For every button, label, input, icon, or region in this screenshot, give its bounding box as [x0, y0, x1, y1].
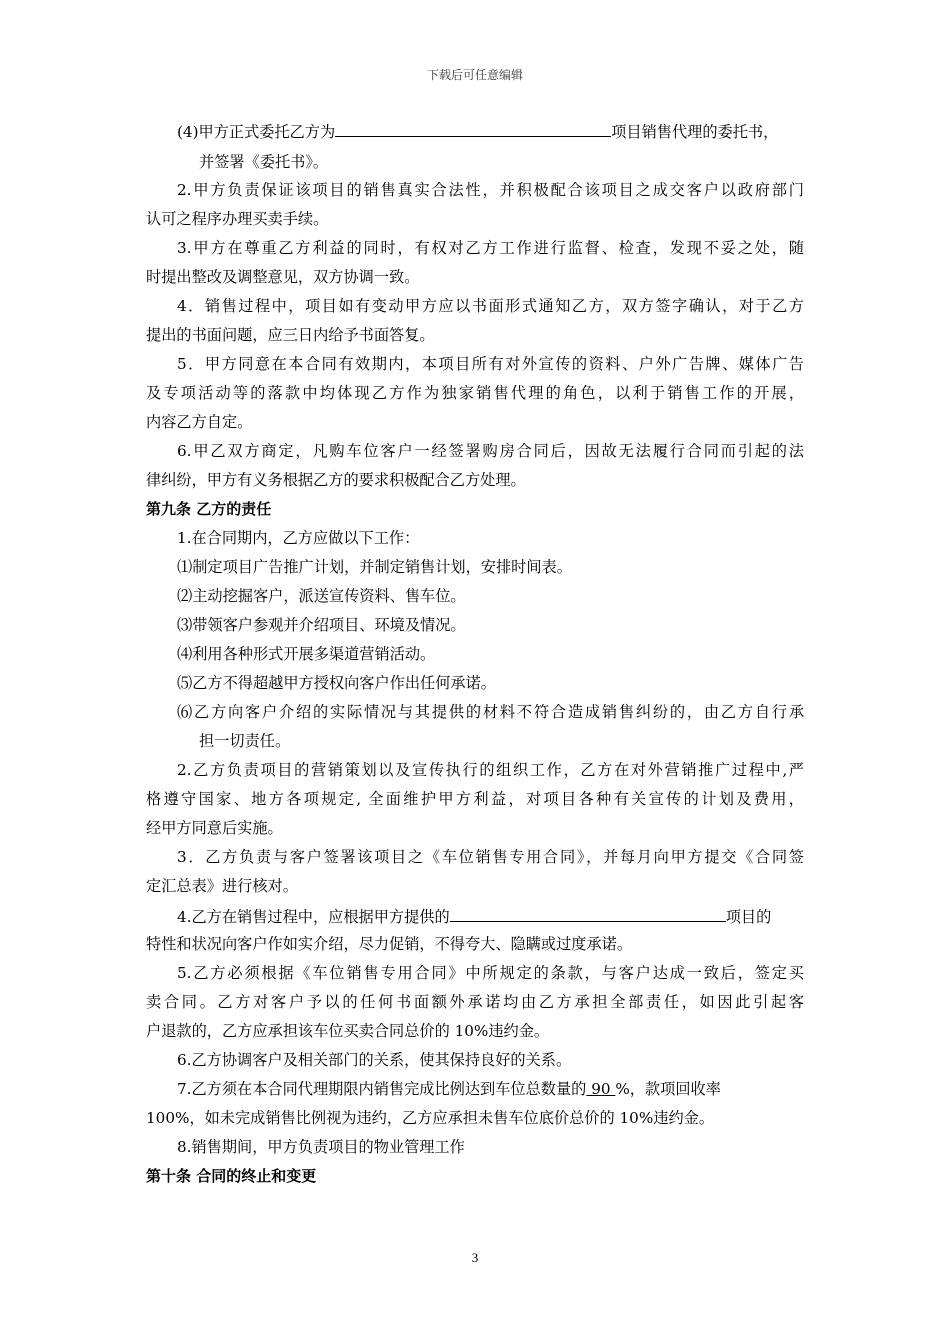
clause-a4b: 提出的书面问题，应三日内给予书面答复。: [146, 326, 435, 344]
clause-a5c: 内容乙方自定。: [146, 413, 253, 431]
clause-b6: 6.乙方协调客户及相关部门的关系，使其保持良好的关系。: [177, 1051, 572, 1069]
blank-field: [450, 905, 726, 922]
page-header: 下载后可任意编辑: [426, 68, 523, 82]
clause-a6b: 律纠纷，甲方有义务根据乙方的要求积极配合乙方处理。: [146, 471, 526, 489]
clause-a2a: 2.甲方负责保证该项目的销售真实合法性，并积极配合该项目之成交客户以政府部门: [177, 181, 804, 199]
clause-a3a: 3.甲方在尊重乙方利益的同时，有权对乙方工作进行监督、检查，发现不妥之处，随: [177, 239, 804, 257]
clause-b4b: 特性和状况向客户作如实介绍，尽力促销，不得夸大、隐瞒或过度承诺。: [146, 935, 632, 953]
clause-a1-pre: (4)甲方正式委托乙方为: [177, 123, 336, 141]
clause-b7: [177, 1079, 721, 1099]
clause-b7b: 100%，如未完成销售比例视为违约，乙方应承担未售车位底价总价的 10%违约金。: [146, 1109, 715, 1127]
clause-a1-post: 项目销售代理的委托书，: [611, 123, 779, 141]
clause-b7-pre: 7.乙方须在本合同代理期限内销售完成比例达到车位总数量的: [177, 1080, 587, 1098]
completion-ratio-value: 90: [586, 1080, 616, 1098]
clause-a4a: 4．销售过程中，项目如有变动甲方应以书面形式通知乙方，双方签字确认，对于乙方: [177, 297, 804, 315]
clause-b4: [177, 905, 804, 927]
clause-b1: 1.在合同期内，乙方应做以下工作：: [177, 529, 420, 547]
clause-b1-6a: ⑹乙方向客户介绍的实际情况与其提供的材料不符合造成销售纠纷的，由乙方自行承: [177, 703, 804, 721]
clause-b1-5: ⑸乙方不得超越甲方授权向客户作出任何承诺。: [177, 674, 496, 692]
section-heading-9: 第九条 乙方的责任: [146, 500, 272, 518]
clause-b4-post: 项目的: [725, 908, 772, 926]
clause-a1b: 并签署《委托书》。: [199, 153, 329, 171]
clause-b2b: 格遵守国家、地方各项规定, 全面维护甲方利益，对项目各种有关宣传的计划及费用，: [146, 790, 804, 808]
clause-a2b: 认可之程序办理买卖手续。: [146, 210, 329, 228]
clause-a6a: 6.甲乙双方商定，凡购车位客户一经签署购房合同后，因故无法履行合同而引起的法: [177, 442, 804, 460]
clause-b4-pre: 4.乙方在销售过程中，应根据甲方提供的: [177, 908, 450, 926]
clause-b5c: 户退款的，乙方应承担该车位买卖合同总价的 10%违约金。: [146, 1022, 550, 1040]
clause-b5b: 卖合同。乙方对客户予以的任何书面额外承诺均由乙方承担全部责任，如因此引起客: [146, 993, 804, 1011]
clause-b2c: 经甲方同意后实施。: [146, 819, 283, 837]
page-number: 3: [471, 1250, 479, 1265]
clause-b3b: 定汇总表》进行核对。: [146, 877, 298, 895]
clause-a5a: 5．甲方同意在本合同有效期内，本项目所有对外宣传的资料、户外广告牌、媒体广告: [177, 355, 804, 373]
clause-b1-6b: 担一切责任。: [199, 732, 291, 750]
clause-a3b: 时提出整改及调整意见，双方协调一致。: [146, 268, 420, 286]
clause-b1-3: ⑶带领客户参观并介绍项目、环境及情况。: [177, 616, 466, 634]
clause-b2a: 2.乙方负责项目的营销策划以及宣传执行的组织工作，乙方在对外营销推广过程中,严: [177, 761, 804, 779]
clause-a1: [177, 120, 804, 142]
clause-b7-post: %，款项回收率: [615, 1080, 721, 1098]
section-heading-10: 第十条 合同的终止和变更: [146, 1167, 317, 1185]
clause-b5a: 5.乙方必须根据《车位销售专用合同》中所规定的条款，与客户达成一致后，签定买: [177, 964, 804, 982]
clause-a5b: 及专项活动等的落款中均体现乙方作为独家销售代理的角色，以利于销售工作的开展，: [146, 384, 804, 402]
blank-field: [335, 120, 611, 137]
clause-b1-2: ⑵主动挖掘客户，派送宣传资料、售车位。: [177, 587, 466, 605]
clause-b3a: 3．乙方负责与客户签署该项目之《车位销售专用合同》，并每月向甲方提交《合同签: [177, 848, 804, 866]
clause-b1-4: ⑷利用各种形式开展多渠道营销活动。: [177, 645, 436, 663]
clause-b1-1: ⑴制定项目广告推广计划，并制定销售计划，安排时间表。: [177, 558, 572, 576]
clause-b8: 8.销售期间，甲方负责项目的物业管理工作: [177, 1138, 465, 1156]
